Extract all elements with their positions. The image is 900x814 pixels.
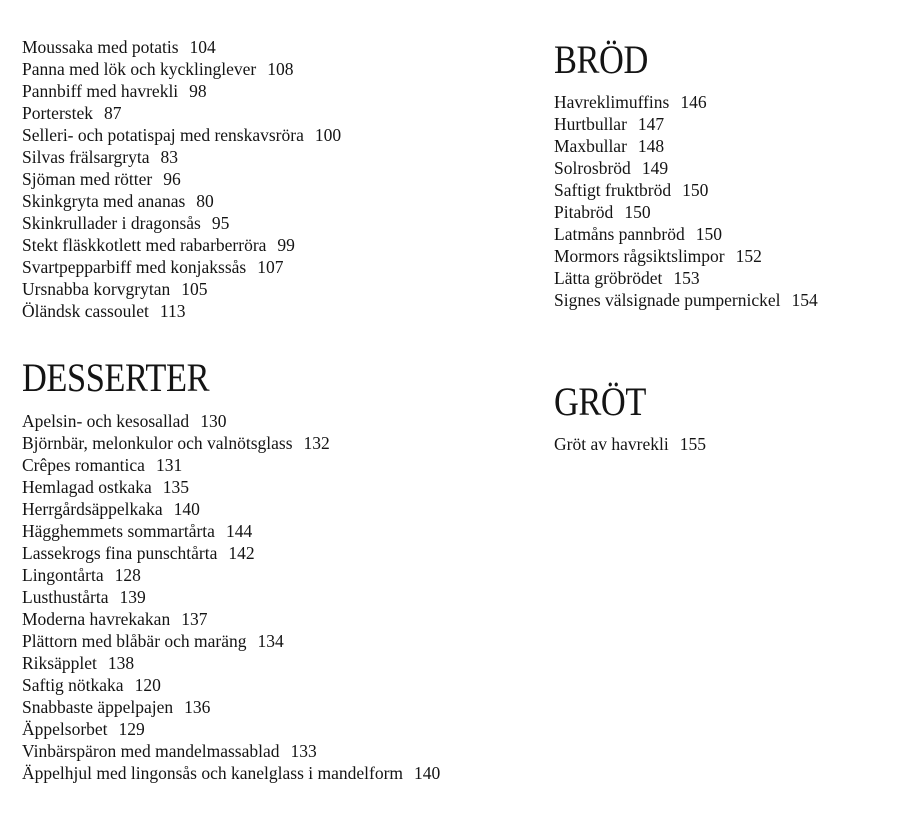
entry-page: 150 (624, 202, 651, 222)
entry-title: Moussaka med potatis (22, 37, 179, 57)
index-entry (554, 135, 664, 157)
entry-page: 120 (134, 675, 161, 695)
index-entry (22, 586, 146, 608)
entry-title: Lingontårta (22, 565, 104, 585)
entry-title: Gröt av havrekli (554, 434, 669, 454)
entry-page: 148 (637, 136, 665, 156)
entry-page: 147 (637, 114, 665, 134)
index-entry (554, 157, 668, 179)
index-entry (22, 454, 182, 476)
entry-page: 136 (184, 697, 211, 717)
section-heading-brod: BRÖD (554, 37, 648, 82)
index-entry (554, 113, 664, 135)
entry-page: 96 (163, 169, 181, 189)
entry-title: Saftig nötkaka (22, 675, 124, 695)
index-entry (22, 652, 134, 674)
entry-title: Moderna havrekakan (22, 609, 171, 629)
entry-title: Riksäpplet (22, 653, 97, 673)
entry-title: Lusthustårta (22, 587, 109, 607)
entry-page: 146 (680, 92, 707, 112)
index-entry (554, 289, 818, 311)
entry-page: 152 (735, 246, 762, 266)
entry-page: 140 (414, 763, 441, 783)
index-entry (22, 432, 330, 454)
index-entry (22, 168, 181, 190)
index-entry (22, 58, 294, 80)
index-entry (22, 498, 200, 520)
entry-page: 149 (641, 158, 669, 178)
index-entry (22, 212, 229, 234)
entry-page: 100 (314, 125, 342, 145)
entry-page: 135 (162, 477, 189, 497)
entry-page: 142 (228, 543, 255, 563)
index-entry (554, 91, 707, 113)
entry-page: 154 (791, 290, 818, 310)
entry-page: 80 (196, 191, 214, 211)
entry-page: 133 (290, 741, 317, 761)
entry-title: Havreklimuffins (554, 92, 670, 112)
entry-title: Sjöman med rötter (22, 169, 153, 189)
index-entry (554, 223, 722, 245)
entry-page: 98 (189, 81, 207, 101)
entry-page: 153 (673, 268, 700, 288)
index-entry (22, 740, 317, 762)
entry-page: 138 (107, 653, 135, 673)
entry-title: Maxbullar (554, 136, 627, 156)
entry-title: Björnbär, melonkulor och valnötsglass (22, 433, 293, 453)
index-entry (22, 696, 210, 718)
index-entry (22, 256, 283, 278)
entry-title: Selleri- och potatispaj med renskavsröra (22, 125, 304, 145)
entry-page: 113 (159, 301, 186, 321)
index-entry (22, 124, 341, 146)
entry-title: Hemlagad ostkaka (22, 477, 152, 497)
entry-title: Svartpepparbiff med konjakssås (22, 257, 247, 277)
index-entry (22, 300, 185, 322)
index-entry (22, 36, 216, 58)
entry-page: 134 (257, 631, 284, 651)
entry-page: 108 (267, 59, 294, 79)
index-entry (22, 718, 145, 740)
index-entry (22, 234, 295, 256)
entry-page: 140 (173, 499, 200, 519)
entry-title: Vinbärspäron med mandelmassablad (22, 741, 280, 761)
entry-page: 150 (695, 224, 722, 244)
index-entry (22, 278, 207, 300)
entry-title: Hurtbullar (554, 114, 627, 134)
entry-title: Latmåns pannbröd (554, 224, 685, 244)
entry-title: Pitabröd (554, 202, 614, 222)
entry-title: Öländsk cassoulet (22, 301, 149, 321)
entry-title: Hägghemmets sommartårta (22, 521, 215, 541)
index-entry (22, 542, 255, 564)
entry-title: Saftigt fruktbröd (554, 180, 672, 200)
entry-page: 95 (211, 213, 230, 233)
entry-title: Ursnabba korvgrytan (22, 279, 171, 299)
index-entry (22, 410, 226, 432)
entry-title: Lätta gröbrödet (554, 268, 663, 288)
entry-page: 105 (181, 279, 208, 299)
entry-title: Herrgårdsäppelkaka (22, 499, 163, 519)
entry-page: 129 (118, 719, 145, 739)
entry-title: Crêpes romantica (22, 455, 145, 475)
entry-title: Signes välsignade pumpernickel (554, 290, 781, 310)
entry-title: Plättorn med blåbär och maräng (22, 631, 247, 651)
entry-page: 132 (303, 433, 330, 453)
entry-title: Skinkrullader i dragonsås (22, 213, 201, 233)
entry-page: 144 (225, 521, 253, 541)
entry-page: 155 (679, 434, 706, 454)
index-entry (554, 433, 706, 455)
entry-title: Lassekrogs fina punschtårta (22, 543, 218, 563)
index-entry (22, 608, 207, 630)
entry-title: Mormors rågsiktslimpor (554, 246, 725, 266)
entry-title: Silvas frälsargryta (22, 147, 150, 167)
entry-page: 128 (114, 565, 141, 585)
index-entry (22, 102, 121, 124)
index-entry (22, 190, 214, 212)
entry-page: 99 (277, 235, 295, 255)
entry-title: Skinkgryta med ananas (22, 191, 186, 211)
index-entry (22, 476, 189, 498)
index-entry (22, 762, 440, 784)
index-entry (22, 146, 178, 168)
index-entry (22, 520, 252, 542)
index-entry (554, 201, 651, 223)
section-heading-grot: GRÖT (554, 379, 646, 424)
entry-title: Solrosbröd (554, 158, 631, 178)
entry-page: 107 (257, 257, 284, 277)
entry-page: 130 (200, 411, 227, 431)
entry-title: Snabbaste äppelpajen (22, 697, 174, 717)
entry-title: Panna med lök och kycklinglever (22, 59, 257, 79)
index-entry (22, 674, 161, 696)
entry-title: Porterstek (22, 103, 93, 123)
entry-title: Apelsin- och kesosallad (22, 411, 190, 431)
index-entry (554, 179, 708, 201)
index-entry (22, 630, 284, 652)
index-entry (554, 245, 762, 267)
entry-page: 87 (103, 103, 122, 123)
entry-page: 137 (181, 609, 208, 629)
entry-title: Pannbiff med havrekli (22, 81, 179, 101)
entry-page: 139 (119, 587, 146, 607)
entry-page: 83 (160, 147, 178, 167)
entry-page: 104 (189, 37, 216, 57)
entry-page: 131 (155, 455, 183, 475)
index-entry (554, 267, 700, 289)
section-heading-desserter: DESSERTER (22, 355, 210, 400)
entry-page: 150 (682, 180, 709, 200)
entry-title: Äppelhjul med lingonsås och kanelglass i mandelform (22, 763, 404, 783)
entry-title: Äppelsorbet (22, 719, 108, 739)
index-entry (22, 80, 207, 102)
index-entry (22, 564, 141, 586)
entry-title: Stekt fläskkotlett med rabarberröra (22, 235, 267, 255)
